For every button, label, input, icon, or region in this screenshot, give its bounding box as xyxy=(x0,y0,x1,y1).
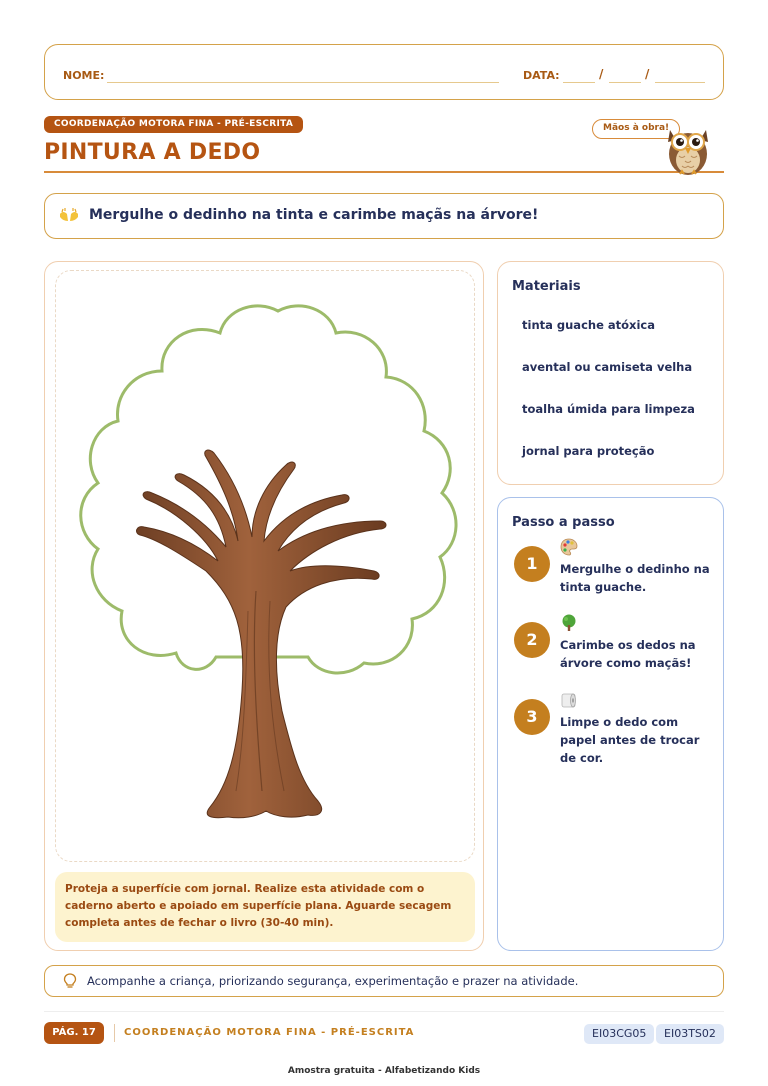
date-label: DATA: xyxy=(523,69,560,82)
steps-card xyxy=(497,497,724,951)
painting-area[interactable] xyxy=(55,270,475,862)
date-month-field[interactable] xyxy=(609,82,641,83)
student-info-box xyxy=(44,44,724,100)
footer-separator xyxy=(114,1024,115,1042)
step-text: Limpe o dedo com papel antes de trocar de cor. xyxy=(560,715,700,765)
footer-divider xyxy=(44,1011,724,1012)
palette-icon xyxy=(560,538,578,556)
date-day-field[interactable] xyxy=(563,82,595,83)
material-item: avental ou camiseta velha xyxy=(522,360,693,374)
material-item: jornal para proteção xyxy=(522,444,655,458)
safety-warning: Proteja a superfície com jornal. Realize esta atividade com o caderno aberto e apoiado em superfície plana. Aguarde secagem completa antes de fechar o livro (30-40 min). xyxy=(55,872,475,942)
mascot-speech-bubble: Mãos à obra! xyxy=(592,119,680,139)
tree-icon[interactable] xyxy=(56,271,476,863)
step-number: 3 xyxy=(514,699,550,735)
date-year-field[interactable] xyxy=(655,82,705,83)
step-number: 2 xyxy=(514,622,550,658)
title-divider xyxy=(44,171,724,173)
page-title: PINTURA A DEDO xyxy=(44,140,261,165)
date-separator: / xyxy=(599,67,604,81)
footer-category: COORDENAÇÃO MOTORA FINA - PRÉ-ESCRITA xyxy=(124,1027,415,1038)
name-field[interactable] xyxy=(107,82,499,83)
materials-title: Materiais xyxy=(512,279,581,294)
tip-text: Acompanhe a criança, priorizando segurança, experimentação e prazer na atividade. xyxy=(87,974,579,988)
watermark: Amostra gratuita - Alfabetizando Kids xyxy=(287,1066,481,1076)
paper-roll-icon xyxy=(560,691,578,709)
material-item: toalha úmida para limpeza xyxy=(522,402,695,416)
instruction-banner xyxy=(44,193,724,239)
material-item: tinta guache atóxica xyxy=(522,318,655,332)
lightbulb-icon xyxy=(63,973,77,989)
owl-icon xyxy=(664,120,712,176)
tip-banner xyxy=(44,965,724,997)
step-text: Mergulhe o dedinho na tinta guache. xyxy=(560,562,710,594)
materials-card xyxy=(497,261,724,485)
date-separator: / xyxy=(645,67,650,81)
instruction-text: Mergulhe o dedinho na tinta e carimbe maçãs na árvore! xyxy=(89,207,539,223)
category-badge: COORDENAÇÃO MOTORA FINA - PRÉ-ESCRITA xyxy=(44,116,303,133)
step-number: 1 xyxy=(514,546,550,582)
steps-title: Passo a passo xyxy=(512,515,615,530)
bncc-code-badge: EI03TS02 xyxy=(656,1024,724,1044)
bncc-code-badge: EI03CG05 xyxy=(584,1024,654,1044)
tree-icon xyxy=(560,614,578,632)
artwork-card xyxy=(44,261,484,951)
hands-icon xyxy=(59,208,79,222)
name-label: NOME: xyxy=(63,69,105,82)
step-text: Carimbe os dedos na árvore como maçãs! xyxy=(560,638,696,670)
page-number: PÁG. 17 xyxy=(44,1022,104,1044)
